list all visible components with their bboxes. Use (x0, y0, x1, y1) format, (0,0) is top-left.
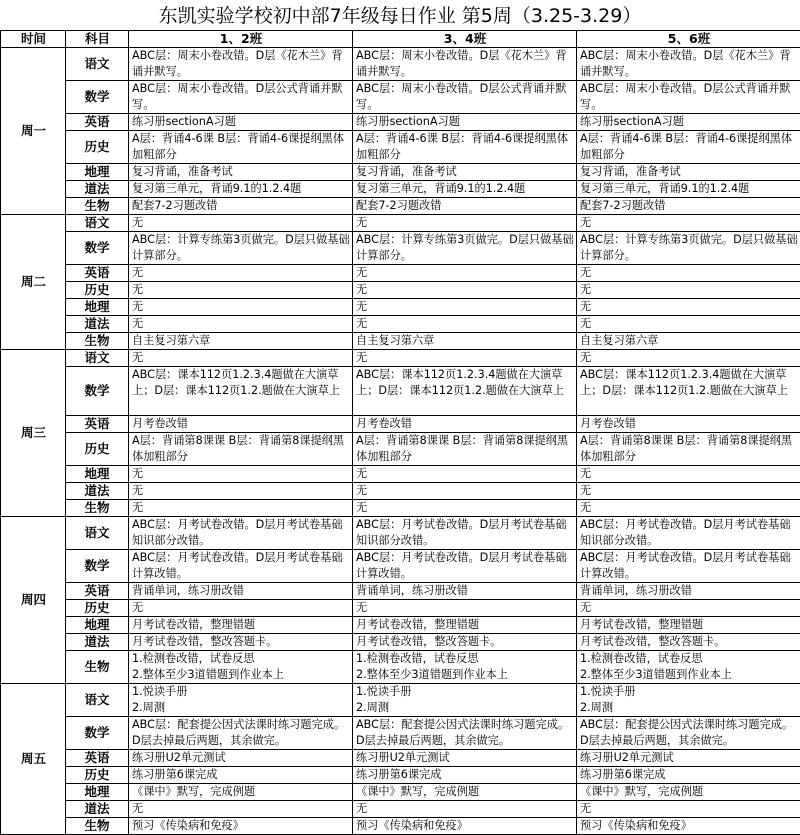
homework-cell: 无 (129, 600, 353, 617)
table-row (1, 617, 800, 634)
homework-cell: 练习册U2单元测试 (129, 750, 353, 767)
table-row (1, 416, 800, 433)
subject-cell: 道法 (66, 634, 129, 651)
subject-cell: 地理 (66, 466, 129, 483)
table-row (1, 634, 800, 651)
homework-cell: 无 (129, 265, 353, 282)
table-row (1, 784, 800, 801)
homework-cell: ABC层：计算专练第3页做完。D层只做基础计算部分。 (353, 232, 577, 265)
homework-cell: 《课中》默写，完成例题 (129, 784, 353, 801)
day-cell: 周二 (1, 215, 66, 350)
subject-cell: 生物 (66, 198, 129, 215)
homework-cell: 无 (353, 316, 577, 333)
table-row (1, 265, 800, 282)
homework-cell: ABC层：月考试卷改错。D层月考试卷基础知识部分改错。 (129, 517, 353, 550)
homework-cell: 配套7-2习题改错 (353, 198, 577, 215)
homework-cell: 配套7-2习题改错 (129, 198, 353, 215)
table-row (1, 801, 800, 818)
table-row (1, 517, 800, 550)
homework-cell: 无 (577, 316, 800, 333)
subject-cell: 英语 (66, 416, 129, 433)
table-row (1, 466, 800, 483)
homework-cell: 月考试卷改错，整理错题 (577, 617, 800, 634)
homework-cell: A层：背诵第8课课 B层：背诵第8课提纲黑体加粗部分 (577, 433, 800, 466)
homework-cell: 无 (129, 316, 353, 333)
subject-cell: 历史 (66, 131, 129, 164)
table-row (1, 131, 800, 164)
subject-cell: 数学 (66, 717, 129, 750)
table-row (1, 483, 800, 500)
homework-cell: 无 (353, 500, 577, 517)
homework-cell: 无 (353, 215, 577, 232)
homework-cell: ABC层：周末小卷改错。D层《花木兰》背诵并默写。 (129, 48, 353, 81)
subject-cell: 生物 (66, 651, 129, 684)
homework-cell: 预习《传染病和免疫》 (577, 818, 800, 835)
header-row (1, 31, 800, 48)
homework-cell: 月考卷改错 (353, 416, 577, 433)
homework-cell: 月考试卷改错，整改答题卡。 (577, 634, 800, 651)
homework-cell: 无 (353, 299, 577, 316)
homework-cell: 1.悦读手册 2.周测 (577, 684, 800, 717)
homework-cell: 复习第三单元，背诵9.1的1.2.4题 (577, 181, 800, 198)
homework-cell: 无 (577, 265, 800, 282)
homework-cell: 练习册第6课完成 (353, 767, 577, 784)
homework-cell: ABC层：周末小卷改错。D层《花木兰》背诵并默写。 (577, 48, 800, 81)
subject-cell: 语文 (66, 48, 129, 81)
homework-cell: 无 (353, 265, 577, 282)
subject-cell: 历史 (66, 282, 129, 299)
homework-cell: 复习第三单元，背诵9.1的1.2.4题 (129, 181, 353, 198)
homework-cell: ABC层：计算专练第3页做完。D层只做基础计算部分。 (577, 232, 800, 265)
table-row (1, 81, 800, 114)
subject-cell: 生物 (66, 333, 129, 350)
table-row (1, 299, 800, 316)
homework-cell: 无 (353, 801, 577, 818)
subject-cell: 道法 (66, 316, 129, 333)
table-row (1, 232, 800, 265)
table-row (1, 198, 800, 215)
homework-cell: 复习背诵，准备考试 (577, 164, 800, 181)
homework-cell: ABC层：课本112页1.2.3.4题做在大演草上；D层：课本112页1.2.题做在大演草上 (353, 367, 577, 416)
subject-cell: 道法 (66, 181, 129, 198)
subject-cell: 英语 (66, 750, 129, 767)
homework-cell: 无 (129, 282, 353, 299)
schedule-body (1, 48, 800, 835)
day-cell: 周一 (1, 48, 66, 215)
homework-cell: 无 (353, 483, 577, 500)
homework-cell: 练习册第6课完成 (129, 767, 353, 784)
subject-cell: 英语 (66, 583, 129, 600)
homework-cell: ABC层：周末小卷改错。D层公式背诵并默写。 (353, 81, 577, 114)
homework-cell: 无 (577, 350, 800, 367)
header-class-5-6: 5、6班 (577, 31, 800, 48)
homework-cell: 月考试卷改错，整改答题卡。 (129, 634, 353, 651)
homework-cell: 1.检测卷改错，试卷反思 2.整体至少3道错题到作业本上 (129, 651, 353, 684)
homework-cell: ABC层：周末小卷改错。D层公式背诵并默写。 (129, 81, 353, 114)
homework-cell: 无 (577, 282, 800, 299)
subject-cell: 道法 (66, 483, 129, 500)
homework-cell: 《课中》默写，完成例题 (577, 784, 800, 801)
homework-cell: A层：背诵4-6课 B层：背诵4-6课提纲黑体加粗部分 (129, 131, 353, 164)
homework-cell: 预习《传染病和免疫》 (353, 818, 577, 835)
subject-cell: 地理 (66, 617, 129, 634)
homework-cell: 无 (129, 350, 353, 367)
homework-cell: 练习册sectionA习题 (129, 114, 353, 131)
header-time: 时间 (1, 31, 66, 48)
homework-cell: ABC层：周末小卷改错。D层《花木兰》背诵并默写。 (353, 48, 577, 81)
homework-cell: 月考试卷改错，整理错题 (353, 617, 577, 634)
homework-cell: 预习《传染病和免疫》 (129, 818, 353, 835)
table-row (1, 583, 800, 600)
homework-cell: ABC层：月考试卷改错。D层月考试卷基础计算改错。 (129, 550, 353, 583)
subject-cell: 历史 (66, 767, 129, 784)
homework-cell: 月考试卷改错，整理错题 (129, 617, 353, 634)
homework-cell: ABC层：配套提公因式法课时练习题完成。D层去掉最后两题，其余做完。 (577, 717, 800, 750)
subject-cell: 英语 (66, 114, 129, 131)
table-row (1, 333, 800, 350)
homework-cell: A层：背诵4-6课 B层：背诵4-6课提纲黑体加粗部分 (577, 131, 800, 164)
homework-cell: 《课中》默写，完成例题 (353, 784, 577, 801)
homework-cell: 无 (129, 215, 353, 232)
header-class-3-4: 3、4班 (353, 31, 577, 48)
homework-cell: 无 (353, 350, 577, 367)
table-row (1, 114, 800, 131)
homework-cell: 无 (577, 466, 800, 483)
homework-cell: 无 (129, 500, 353, 517)
homework-cell: 无 (129, 801, 353, 818)
homework-cell: 背诵单词，练习册改错 (129, 583, 353, 600)
homework-cell: 无 (577, 299, 800, 316)
table-row (1, 316, 800, 333)
homework-cell: ABC层：课本112页1.2.3.4题做在大演草上；D层：课本112页1.2.题做在大演草上 (129, 367, 353, 416)
table-row (1, 750, 800, 767)
header-class-1-2: 1、2班 (129, 31, 353, 48)
homework-table (0, 30, 800, 835)
homework-cell: ABC层：月考试卷改错。D层月考试卷基础知识部分改错。 (577, 517, 800, 550)
table-row (1, 164, 800, 181)
table-row (1, 48, 800, 81)
homework-cell: 无 (577, 500, 800, 517)
homework-cell: 无 (353, 600, 577, 617)
homework-cell: 自主复习第六章 (129, 333, 353, 350)
homework-cell: 1.悦读手册 2.周测 (129, 684, 353, 717)
subject-cell: 数学 (66, 367, 129, 416)
homework-cell: ABC层：月考试卷改错。D层月考试卷基础知识部分改错。 (353, 517, 577, 550)
homework-cell: 无 (577, 483, 800, 500)
subject-cell: 生物 (66, 818, 129, 835)
homework-cell: ABC层：配套提公因式法课时练习题完成。D层去掉最后两题，其余做完。 (129, 717, 353, 750)
subject-cell: 道法 (66, 801, 129, 818)
homework-cell: 月考卷改错 (577, 416, 800, 433)
table-row (1, 215, 800, 232)
homework-cell: 背诵单词，练习册改错 (577, 583, 800, 600)
homework-cell: 无 (129, 299, 353, 316)
table-row (1, 767, 800, 784)
homework-cell: 无 (577, 215, 800, 232)
homework-cell: ABC层：月考试卷改错。D层月考试卷基础计算改错。 (577, 550, 800, 583)
table-row (1, 181, 800, 198)
table-row (1, 684, 800, 717)
homework-cell: 无 (129, 483, 353, 500)
homework-cell: 自主复习第六章 (577, 333, 800, 350)
subject-cell: 语文 (66, 517, 129, 550)
homework-cell: 练习册U2单元测试 (577, 750, 800, 767)
homework-cell: A层：背诵4-6课 B层：背诵4-6课提纲黑体加粗部分 (353, 131, 577, 164)
table-row (1, 717, 800, 750)
table-row (1, 367, 800, 416)
day-cell: 周四 (1, 517, 66, 684)
subject-cell: 数学 (66, 81, 129, 114)
homework-cell: 无 (577, 801, 800, 818)
homework-cell: 自主复习第六章 (353, 333, 577, 350)
homework-cell: ABC层：周末小卷改错。D层公式背诵并默写。 (577, 81, 800, 114)
subject-cell: 语文 (66, 215, 129, 232)
subject-cell: 数学 (66, 550, 129, 583)
homework-cell: 复习背诵，准备考试 (129, 164, 353, 181)
table-row (1, 600, 800, 617)
subject-cell: 英语 (66, 265, 129, 282)
subject-cell: 语文 (66, 350, 129, 367)
day-cell: 周五 (1, 684, 66, 835)
homework-cell: ABC层：月考试卷改错。D层月考试卷基础计算改错。 (353, 550, 577, 583)
table-row (1, 818, 800, 835)
subject-cell: 数学 (66, 232, 129, 265)
homework-cell: 1.悦读手册 2.周测 (353, 684, 577, 717)
subject-cell: 生物 (66, 500, 129, 517)
homework-cell: 复习第三单元，背诵9.1的1.2.4题 (353, 181, 577, 198)
subject-cell: 地理 (66, 164, 129, 181)
homework-cell: 练习册第6课完成 (577, 767, 800, 784)
homework-cell: 1.检测卷改错，试卷反思 2.整体至少3道错题到作业本上 (577, 651, 800, 684)
subject-cell: 历史 (66, 433, 129, 466)
homework-cell: ABC层：课本112页1.2.3.4题做在大演草上；D层：课本112页1.2.题做在大演草上 (577, 367, 800, 416)
table-row (1, 350, 800, 367)
table-row (1, 651, 800, 684)
homework-cell: 月考卷改错 (129, 416, 353, 433)
homework-cell: 月考试卷改错，整改答题卡。 (353, 634, 577, 651)
homework-cell: 无 (353, 466, 577, 483)
table-row (1, 282, 800, 299)
homework-cell: 无 (129, 466, 353, 483)
subject-cell: 语文 (66, 684, 129, 717)
homework-cell: ABC层：计算专练第3页做完。D层只做基础计算部分。 (129, 232, 353, 265)
subject-cell: 地理 (66, 784, 129, 801)
subject-cell: 历史 (66, 600, 129, 617)
homework-cell: ABC层：配套提公因式法课时练习题完成。D层去掉最后两题，其余做完。 (353, 717, 577, 750)
homework-cell: 无 (577, 600, 800, 617)
homework-cell: A层：背诵第8课课 B层：背诵第8课提纲黑体加粗部分 (353, 433, 577, 466)
sheet-title: 东凯实验学校初中部7年级每日作业 第5周（3.25-3.29） (0, 0, 800, 30)
table-row (1, 433, 800, 466)
homework-cell: 练习册U2单元测试 (353, 750, 577, 767)
day-cell: 周三 (1, 350, 66, 517)
homework-cell: 配套7-2习题改错 (577, 198, 800, 215)
homework-cell: 1.检测卷改错，试卷反思 2.整体至少3道错题到作业本上 (353, 651, 577, 684)
homework-cell: 复习背诵，准备考试 (353, 164, 577, 181)
homework-cell: 练习册sectionA习题 (577, 114, 800, 131)
subject-cell: 地理 (66, 299, 129, 316)
table-row (1, 550, 800, 583)
table-row (1, 500, 800, 517)
homework-cell: A层：背诵第8课课 B层：背诵第8课提纲黑体加粗部分 (129, 433, 353, 466)
homework-cell: 背诵单词，练习册改错 (353, 583, 577, 600)
homework-cell: 无 (353, 282, 577, 299)
header-subject: 科目 (66, 31, 129, 48)
homework-cell: 练习册sectionA习题 (353, 114, 577, 131)
